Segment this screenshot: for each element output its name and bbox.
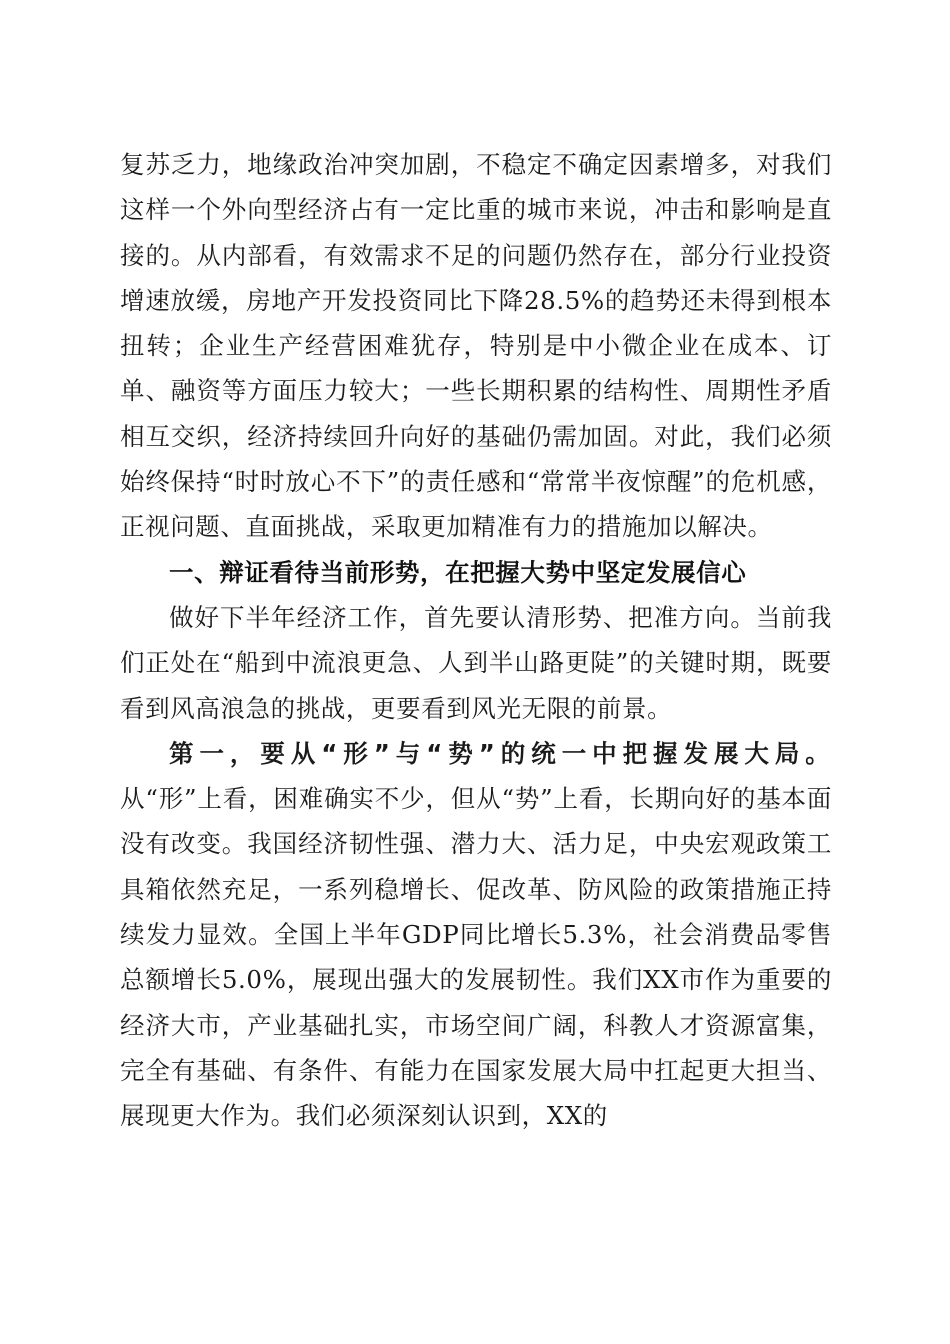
document-body xyxy=(120,142,832,1139)
paragraph-continuation: 复苏乏力，地缘政治冲突加剧，不稳定不确定因素增多，对我们这样一个外向型经济占有一定比重的城市来说，冲击和影响是直接的。从内部看，有效需求不足的问题仍然存在，部分行业投资增速放缓，房地产开发投资同比下降28.5%的趋势还未得到根本扭转；企业生产经营困难犹存，特别是中小微企业在成本、订单、融资等方面压力较大；一些长期积累的结构性、周期性矛盾相互交织，经济持续回升向好的基础仍需加固。对此，我们必须始终保持“时时放心不下”的责任感和“常常半夜惊醒”的危机感，正视问题、直面挑战，采取更加精准有力的措施加以解决。 xyxy=(120,150,832,542)
paragraph-first-point xyxy=(120,731,832,1139)
paragraph-intro: 做好下半年经济工作，首先要认清形势、把准方向。当前我们正处在“船到中流浪更急、人到半山路更陡”的关键时期，既要看到风高浪急的挑战，更要看到风光无限的前景。 xyxy=(120,602,832,723)
section-heading: 一、辩证看待当前形势，在把握大势中坚定发展信心 xyxy=(169,557,747,587)
paragraph-lead-sentence: 第一，要从“形”与“势”的统一中把握发展大局。 xyxy=(169,738,832,768)
paragraph-first-point-body: 从“形”上看，困难确实不少，但从“势”上看，长期向好的基本面没有改变。我国经济韧性强、潜力大、活力足，中央宏观政策工具箱依然充足，一系列稳增长、促改革、防风险的政策措施正持续发力显效。全国上半年GDP同比增长5.3%，社会消费品零售总额增长5.0%，展现出强大的发展韧性。我们XX市作为重要的经济大市，产业基础扎实，市场空间广阔，科教人才资源富集，完全有基础、有条件、有能力在国家发展大局中扛起更大担当、展现更大作为。我们必须深刻认识到，XX的 xyxy=(120,784,832,1131)
